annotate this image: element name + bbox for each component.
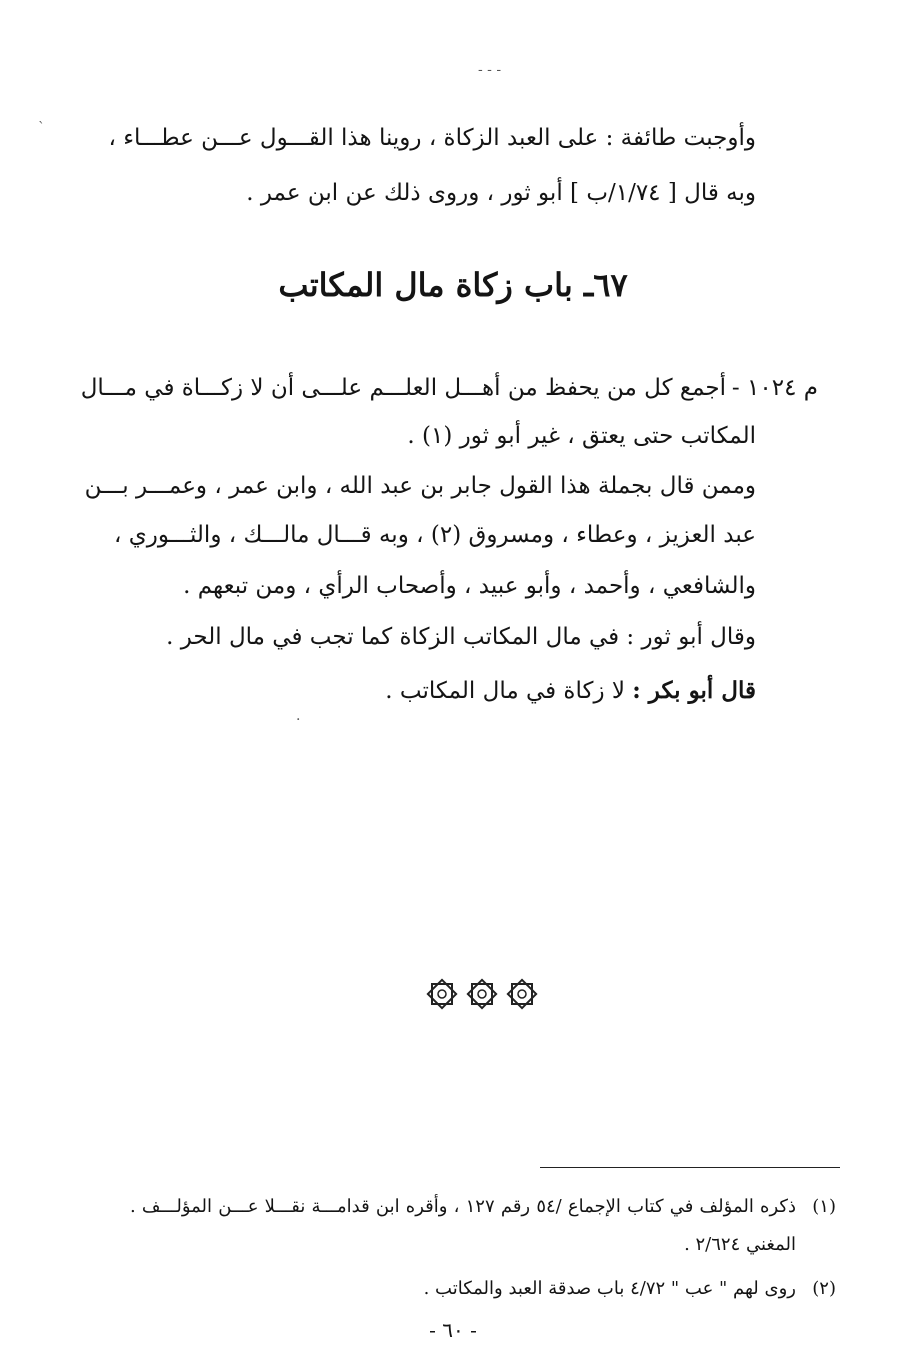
entry-line-1: أجمع كل من يحفظ من أهـــل العلـــم علـــى أن لا زكـــاة في مـــال <box>80 375 726 401</box>
top-paragraph-line-2: وبه قال [ ١/٧٤/ب ] أبو ثور ، وروى ذلك عن ابن عمر . <box>246 180 756 206</box>
footnote-2-text: روى لهم " عب " ٤/٧٢ باب صدقة العبد والمكاتب . <box>423 1278 796 1299</box>
footnote-2-marker: (٢) <box>812 1278 836 1299</box>
entry-line-2: المكاتب حتى يعتق ، غير أبو ثور (١) . <box>407 423 756 449</box>
footnote-1-marker: (١) <box>812 1196 836 1217</box>
scan-speck: . <box>296 708 301 724</box>
entry-line-5: والشافعي ، وأحمد ، وأبو عبيد ، وأصحاب الرأي ، ومن تبعهم . <box>183 573 756 599</box>
footnote-1-text: ذكره المؤلف في كتاب الإجماع /٥٤ رقم ١٢٧ ، وأقره ابن قدامـــة نقـــلا عـــن المؤلـــف . <box>130 1196 796 1217</box>
footnote-separator <box>540 1167 840 1168</box>
top-paragraph-line-1: وأوجبت طائفة : على العبد الزكاة ، روينا هذا القـــول عـــن عطـــاء ، <box>108 125 756 151</box>
conclusion-line <box>150 668 756 714</box>
scan-mark: - - - <box>478 62 502 78</box>
entry-number: م ١٠٢٤ - <box>731 375 818 401</box>
entry-line-4: عبد العزيز ، وعطاء ، ومسروق (٢) ، وبه قـــال مالـــك ، والثـــوري ، <box>114 522 756 548</box>
star-ornament-icon <box>424 976 460 1012</box>
scan-speck: ` <box>38 120 45 136</box>
footnote-1-line-1 <box>130 1190 836 1224</box>
page-number: - ٦٠ - <box>429 1318 477 1342</box>
star-ornament-icon <box>464 976 500 1012</box>
section-end-ornament <box>424 976 540 1018</box>
conclusion-text: لا زكاة في مال المكاتب . <box>385 678 625 704</box>
footnote-1-line-2: المغني ٢/٦٢٤ . <box>684 1234 796 1255</box>
chapter-heading: ٦٧ـ باب زكاة مال المكاتب <box>278 266 628 304</box>
star-ornament-icon <box>504 976 540 1012</box>
conclusion-label: قال أبو بكر : <box>632 677 756 704</box>
entry-line-3: وممن قال بجملة هذا القول جابر بن عبد الله ، وابن عمر ، وعمـــر بـــن <box>84 473 756 499</box>
footnote-2 <box>130 1272 836 1306</box>
entry-line-6: وقال أبو ثور : في مال المكاتب الزكاة كما تجب في مال الحر . <box>166 624 756 650</box>
